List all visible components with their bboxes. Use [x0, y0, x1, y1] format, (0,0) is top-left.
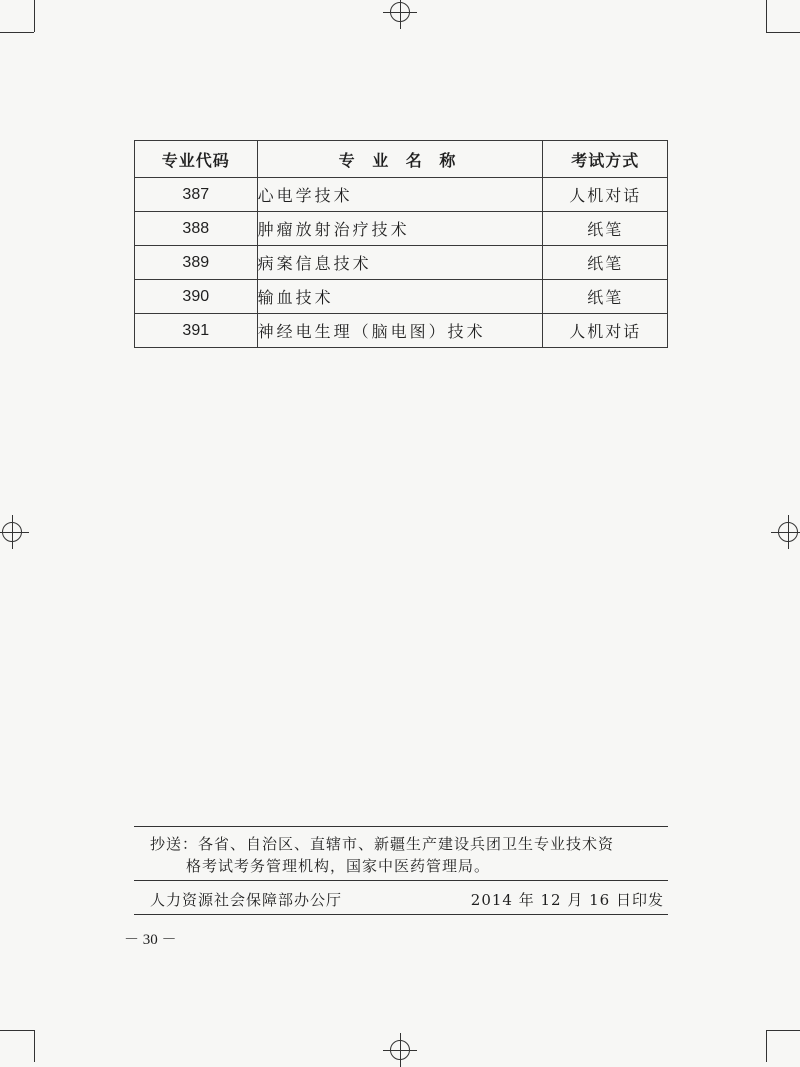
header-method: 考试方式	[543, 141, 668, 178]
registration-mark-icon	[390, 2, 410, 22]
header-name: 专 业 名 称	[257, 141, 543, 178]
cc-line-2: 格考试考务管理机构，国家中医药管理局。	[186, 857, 491, 875]
crop-mark	[0, 32, 34, 33]
crop-mark	[766, 1030, 800, 1031]
cell-method: 纸笔	[543, 246, 668, 280]
divider	[134, 826, 668, 827]
table-row	[135, 212, 668, 246]
table-header-row	[135, 141, 668, 178]
cell-code: 391	[135, 314, 258, 348]
crop-mark	[34, 1030, 35, 1062]
cell-name: 神经电生理（脑电图）技术	[257, 314, 543, 348]
crop-mark	[766, 32, 800, 33]
cell-code: 387	[135, 178, 258, 212]
table-row	[135, 280, 668, 314]
registration-mark-icon	[778, 522, 798, 542]
registration-mark-icon	[2, 522, 22, 542]
cell-name: 心电学技术	[257, 178, 543, 212]
cell-name: 病案信息技术	[257, 246, 543, 280]
cell-code: 390	[135, 280, 258, 314]
divider	[134, 914, 668, 915]
table-row	[135, 246, 668, 280]
issue-date: 2014 年 12 月 16 日印发	[470, 891, 664, 909]
divider	[134, 880, 668, 881]
crop-mark	[766, 0, 767, 32]
crop-mark	[34, 0, 35, 32]
cell-code: 389	[135, 246, 258, 280]
table-row	[135, 178, 668, 212]
cell-code: 388	[135, 212, 258, 246]
table-row	[135, 314, 668, 348]
cell-method: 人机对话	[543, 178, 668, 212]
registration-mark-icon	[390, 1040, 410, 1060]
cell-method: 纸笔	[543, 280, 668, 314]
cc-line-1: 抄送：各省、自治区、直辖市、新疆生产建设兵团卫生专业技术资	[150, 835, 615, 853]
cell-method: 纸笔	[543, 212, 668, 246]
header-code: 专业代码	[135, 141, 258, 178]
cc-block	[150, 833, 665, 877]
crop-mark	[766, 1030, 767, 1062]
cell-name: 输血技术	[257, 280, 543, 314]
cell-method: 人机对话	[543, 314, 668, 348]
majors-table	[134, 140, 668, 348]
crop-mark	[0, 1030, 34, 1031]
page-number: － 30 －	[124, 932, 177, 948]
issuer: 人力资源社会保障部办公厅	[150, 891, 343, 909]
cell-name: 肿瘤放射治疗技术	[257, 212, 543, 246]
